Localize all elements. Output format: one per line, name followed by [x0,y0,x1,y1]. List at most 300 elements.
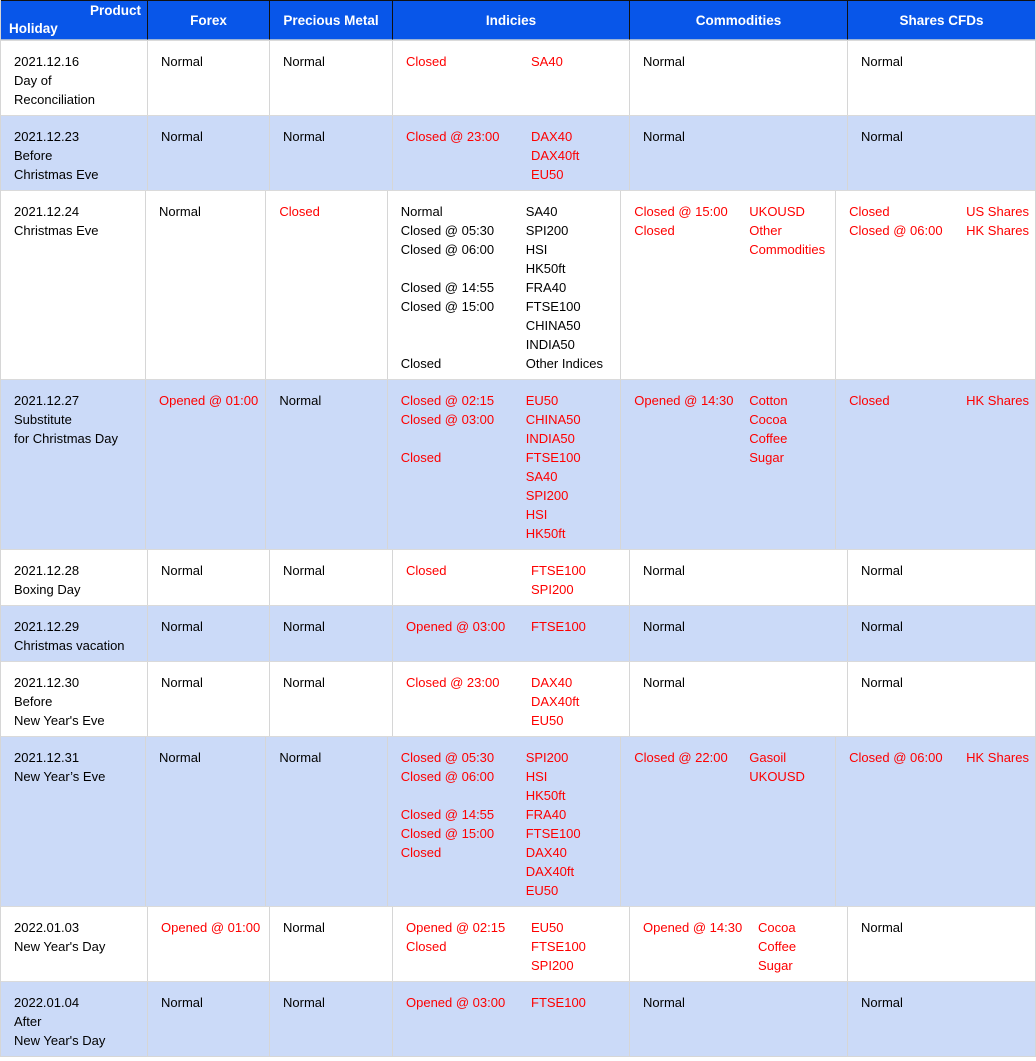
precious-metal-cell [270,606,393,661]
forex-status-column [161,993,203,1050]
holiday-date: 2021.12.28 [14,563,80,578]
commodities-cell [630,982,848,1056]
indices-status: Closed @ 06:00 [400,769,495,784]
indices-status: Closed @ 15:00 [400,299,495,314]
forex-products-column [203,993,263,1050]
indices-product: FTSE100 [525,826,581,841]
precious-metal-status-column [279,391,321,543]
precious-metal-status: Normal [283,619,325,634]
indices-products-column [531,127,623,184]
holiday-date: 2022.01.04 [14,995,80,1010]
header-holiday-label: Holiday [9,21,58,36]
table-body [1,40,1035,1056]
table-row [1,190,1035,379]
indices-cell [393,41,630,115]
commodities-product: Commodities [749,242,826,257]
commodities-status-column [643,673,758,730]
shares-cfds-status: Closed @ 06:00 [849,750,943,765]
forex-cell [148,606,270,661]
holiday-cell [1,907,148,981]
commodities-status-column [634,202,749,373]
shares-cfds-cell [848,907,1035,981]
shares-cfds-status-column [849,202,966,373]
precious-metal-status: Normal [283,54,325,69]
precious-metal-status-column [283,673,325,730]
holiday-cell [1,380,146,549]
shares-cfds-status-column [861,993,978,1050]
shares-cfds-status: Normal [861,129,903,144]
precious-metal-products-column [325,918,386,975]
precious-metal-status: Normal [283,920,325,935]
indices-status [401,316,526,335]
commodities-products-column [758,673,841,730]
precious-metal-products-column [325,52,386,109]
precious-metal-products-column [325,617,386,655]
commodities-products-column [758,52,841,109]
commodities-products-column [758,993,841,1050]
indices-product: SA40 [525,204,558,219]
indices-product: SPI200 [525,488,569,503]
shares-cfds-product: HK Shares [966,750,1029,765]
holiday-name-line: Reconciliation [14,92,95,107]
indices-status: Closed @ 03:00 [400,412,495,427]
commodities-product: Cocoa [758,920,796,935]
header-cell-precious-metal: Precious Metal [270,1,393,40]
indices-product: FTSE100 [531,939,586,954]
shares-cfds-products-column [978,673,1029,730]
forex-status: Normal [161,675,203,690]
indices-products-column [526,391,615,543]
indices-status: Opened @ 02:15 [406,920,506,935]
indices-product: Other Indices [525,356,604,371]
precious-metal-products-column [321,748,380,900]
commodities-status-column [643,561,758,599]
indices-status: Closed @ 23:00 [406,675,500,690]
holiday-name-line: Substitute [14,412,72,427]
holiday-date: 2021.12.31 [14,750,80,765]
commodities-status: Normal [643,675,685,690]
indices-status: Closed @ 05:30 [400,750,495,765]
shares-cfds-status: Normal [861,54,903,69]
holiday-name-line: Christmas Eve [14,223,99,238]
indices-status: Closed @ 06:00 [400,242,495,257]
commodities-product: UKOUSD [749,204,805,219]
commodities-products-column [758,127,841,184]
precious-metal-products-column [325,673,386,730]
commodities-status-column [643,52,758,109]
commodities-status-column [643,127,758,184]
indices-product: DAX40 [525,845,567,860]
holiday-date: 2021.12.24 [14,204,80,219]
header-cell-commodities: Commodities [630,1,848,40]
forex-cell [146,380,266,549]
commodities-product: Coffee [758,939,797,954]
forex-status: Normal [158,204,201,219]
forex-status-column [159,748,201,900]
precious-metal-status-column [283,993,325,1050]
holiday-date: 2021.12.29 [14,619,80,634]
shares-cfds-cell [848,662,1035,736]
shares-cfds-cell [848,606,1035,661]
commodities-product: Coffee [749,431,788,446]
shares-cfds-cell [836,191,1035,379]
shares-cfds-status: Normal [861,563,903,578]
forex-products-column [203,52,263,109]
indices-status: Closed [400,450,442,465]
holiday-date: 2021.12.23 [14,129,80,144]
precious-metal-cell [270,907,393,981]
commodities-cell [630,41,848,115]
commodities-status: Normal [643,619,685,634]
commodities-status: Closed @ 15:00 [634,204,728,219]
holiday-cell [1,606,148,661]
indices-cell [388,737,622,906]
commodities-status-column [643,993,758,1050]
indices-product: HSI [525,242,548,257]
forex-products-column [258,391,259,543]
indices-cell [393,982,630,1056]
precious-metal-status-column [283,52,325,109]
indices-product: EU50 [531,167,564,182]
indices-status-column [406,673,531,730]
shares-cfds-status-column [849,748,966,900]
holiday-cell [1,662,148,736]
indices-status-column [406,918,531,975]
commodities-product: Cotton [749,393,788,408]
indices-status: Closed [406,563,447,578]
shares-cfds-products-column [978,52,1029,109]
forex-status: Normal [161,563,203,578]
indices-product: INDIA50 [525,431,575,446]
holiday-name-line: New Year's Eve [14,713,105,728]
holiday-name-line: New Year's Day [14,939,106,954]
holiday-name-line: Boxing Day [14,582,81,597]
shares-cfds-status: Normal [861,995,903,1010]
indices-status-column [401,748,526,900]
forex-status-column [161,127,203,184]
table-row [1,115,1035,190]
commodities-status-column [634,391,749,543]
holiday-cell [1,737,146,906]
indices-status-column [406,561,531,599]
shares-cfds-products-column [966,202,1029,373]
indices-product: CHINA50 [525,318,581,333]
holiday-cell [1,982,148,1056]
precious-metal-cell [270,550,393,605]
indices-product: FTSE100 [525,299,581,314]
shares-cfds-status: Normal [861,920,903,935]
indices-product: HSI [525,507,548,522]
indices-products-column [531,673,623,730]
precious-metal-status: Closed [279,204,320,219]
forex-products-column [260,918,263,975]
forex-status-column [159,391,258,543]
shares-cfds-cell [848,550,1035,605]
forex-products-column [201,748,259,900]
forex-cell [148,116,270,190]
indices-product: DAX40ft [525,864,575,879]
precious-metal-status: Normal [283,563,325,578]
forex-status-column [161,918,260,975]
indices-status [401,335,526,354]
shares-cfds-status-column [861,127,978,184]
commodities-product: Other [749,223,782,238]
indices-product: INDIA50 [525,337,575,352]
precious-metal-cell [266,737,387,906]
commodities-status: Opened @ 14:30 [643,920,743,935]
holiday-name-line: Day of [14,73,52,88]
commodities-status-column [634,748,749,900]
forex-cell [148,982,270,1056]
indices-product: EU50 [525,883,559,898]
indices-product: CHINA50 [525,412,581,427]
table-row [1,736,1035,906]
commodities-cell [630,662,848,736]
precious-metal-status: Normal [283,675,325,690]
commodities-cell [630,606,848,661]
forex-products-column [203,561,263,599]
holiday-name-line: for Christmas Day [14,431,119,446]
indices-product: EU50 [531,920,564,935]
precious-metal-status-column [283,561,325,599]
holiday-cell [1,191,146,379]
shares-cfds-products-column [966,391,1029,543]
table-row [1,605,1035,661]
commodities-status: Opened @ 14:30 [634,393,734,408]
indices-status: Closed [406,939,447,954]
forex-cell [146,737,266,906]
shares-cfds-cell [848,982,1035,1056]
commodities-product: Gasoil [749,750,787,765]
commodities-status: Normal [643,563,685,578]
forex-cell [148,662,270,736]
precious-metal-cell [266,191,387,379]
forex-status: Normal [158,750,201,765]
indices-product: SPI200 [531,958,574,973]
indices-status: Closed @ 05:30 [400,223,495,238]
commodities-cell [630,116,848,190]
indices-status [401,259,526,278]
forex-status: Normal [161,995,203,1010]
indices-status: Opened @ 03:00 [406,619,506,634]
forex-status-column [161,561,203,599]
precious-metal-cell [270,662,393,736]
precious-metal-cell [270,982,393,1056]
indices-status-column [406,993,531,1050]
indices-status [401,786,526,805]
shares-cfds-status: Normal [861,619,903,634]
indices-product: SPI200 [525,223,569,238]
table-row [1,661,1035,736]
indices-products-column [531,617,623,655]
indices-cell [393,907,630,981]
holiday-name-line: New Year's Day [14,1033,106,1048]
indices-status: Closed [406,54,447,69]
indices-product: SA40 [531,54,563,69]
precious-metal-cell [270,116,393,190]
precious-metal-products-column [325,561,386,599]
commodities-cell [621,380,836,549]
shares-cfds-cell [848,116,1035,190]
forex-products-column [201,202,259,373]
shares-cfds-products-column [978,127,1029,184]
indices-cell [388,191,622,379]
forex-status: Opened @ 01:00 [158,393,259,408]
commodities-status: Normal [643,54,685,69]
holiday-name-line: Before [14,148,53,163]
indices-status: Closed [400,356,442,371]
table-header-row [1,0,1035,40]
shares-cfds-products-column [966,748,1029,900]
precious-metal-products-column [325,993,386,1050]
holiday-date: 2021.12.27 [14,393,80,408]
shares-cfds-status: Closed [849,393,890,408]
header-cell-indicies: Indicies [393,1,630,40]
precious-metal-status-column [283,617,325,655]
forex-products-column [203,127,263,184]
indices-status-column [406,127,531,184]
indices-products-column [531,918,623,975]
indices-products-column [531,561,623,599]
commodities-status-column [643,918,758,975]
precious-metal-products-column [321,391,380,543]
precious-metal-products-column [320,202,381,373]
indices-product: FRA40 [525,807,567,822]
table-row [1,40,1035,115]
precious-metal-status-column [279,748,321,900]
holiday-date: 2021.12.16 [14,54,80,69]
forex-cell [146,191,266,379]
precious-metal-status: Normal [283,995,325,1010]
precious-metal-status: Normal [279,750,322,765]
commodities-status-column [643,617,758,655]
commodities-cell [621,737,836,906]
indices-status-column [401,202,526,373]
holiday-date: 2022.01.03 [14,920,80,935]
indices-product: FTSE100 [531,619,586,634]
commodities-cell [621,191,836,379]
forex-status-column [161,52,203,109]
indices-product: FTSE100 [531,995,586,1010]
commodities-products-column [749,748,829,900]
header-cell-forex: Forex [148,1,270,40]
indices-status: Closed @ 15:00 [400,826,495,841]
indices-status-column [406,617,531,655]
indices-product: DAX40ft [531,694,580,709]
forex-products-column [203,617,263,655]
forex-status: Normal [161,619,203,634]
commodities-products-column [758,918,841,975]
indices-product: HSI [525,769,548,784]
indices-product: DAX40 [531,129,573,144]
shares-cfds-products-column [978,561,1029,599]
indices-cell [393,550,630,605]
table-row [1,906,1035,981]
indices-product: SPI200 [531,582,574,597]
indices-product: EU50 [525,393,559,408]
shares-cfds-status: Normal [861,675,903,690]
indices-products-column [526,202,615,373]
precious-metal-status: Normal [283,129,325,144]
indices-status: Closed [400,845,442,860]
holiday-cell [1,550,148,605]
holiday-name-line: Christmas vacation [14,638,125,653]
shares-cfds-status: Closed [849,204,890,219]
commodities-cell [630,907,848,981]
shares-cfds-status-column [861,617,978,655]
header-corner-cell [1,1,148,40]
forex-cell [148,550,270,605]
indices-cell [393,662,630,736]
indices-product: FRA40 [525,280,567,295]
holiday-date: 2021.12.30 [14,675,80,690]
indices-status: Closed @ 14:55 [400,280,495,295]
shares-cfds-product: HK Shares [966,393,1029,408]
shares-cfds-cell [836,380,1035,549]
shares-cfds-cell [848,41,1035,115]
precious-metal-cell [270,41,393,115]
indices-cell [388,380,622,549]
forex-cell [148,907,270,981]
holiday-cell [1,116,148,190]
indices-product: FTSE100 [531,563,586,578]
precious-metal-status-column [283,127,325,184]
shares-cfds-status-column [849,391,966,543]
precious-metal-cell [266,380,387,549]
shares-cfds-product: US Shares [966,204,1029,219]
indices-product: DAX40ft [531,148,580,163]
header-product-label: Product [89,3,141,18]
shares-cfds-product: HK Shares [966,223,1029,238]
shares-cfds-status-column [861,52,978,109]
indices-products-column [531,993,623,1050]
commodities-product: Sugar [749,450,784,465]
indices-cell [393,116,630,190]
indices-product: HK50ft [525,788,566,803]
indices-status: Closed @ 02:15 [400,393,495,408]
indices-status-column [406,52,531,109]
indices-product: SPI200 [525,750,569,765]
indices-product: HK50ft [525,526,566,541]
commodities-product: UKOUSD [749,769,805,784]
forex-status: Opened @ 01:00 [161,920,261,935]
holiday-name-line: Christmas Eve [14,167,99,182]
shares-cfds-status: Closed @ 06:00 [849,223,943,238]
forex-status: Normal [161,129,203,144]
precious-metal-status-column [283,918,325,975]
shares-cfds-products-column [978,993,1029,1050]
precious-metal-status: Normal [279,393,322,408]
indices-status [401,429,526,448]
indices-products-column [526,748,615,900]
forex-status-column [161,673,203,730]
commodities-products-column [758,561,841,599]
shares-cfds-products-column [978,617,1029,655]
precious-metal-status-column [279,202,319,373]
holiday-name-line: New Year’s Eve [14,769,106,784]
forex-status-column [161,617,203,655]
shares-cfds-products-column [978,918,1029,975]
header-cell-shares-cfds: Shares CFDs [848,1,1035,40]
commodities-products-column [749,391,829,543]
table-row [1,379,1035,549]
indices-cell [393,606,630,661]
commodities-products-column [749,202,829,373]
commodities-status: Closed [634,223,675,238]
indices-status-column [401,391,526,543]
shares-cfds-cell [836,737,1035,906]
forex-status-column [159,202,201,373]
